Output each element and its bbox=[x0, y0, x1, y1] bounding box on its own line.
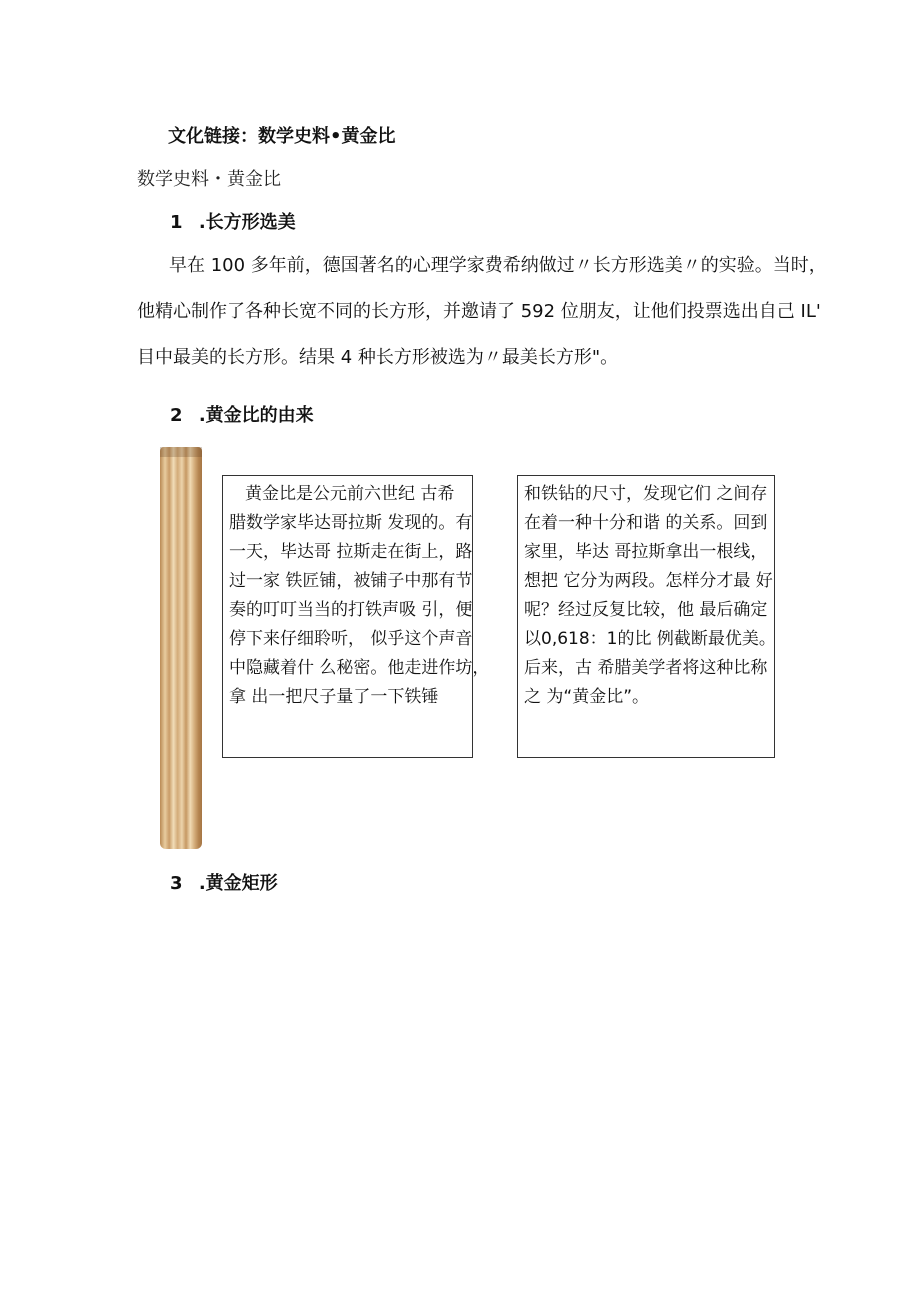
story-line: 家里，毕达 哥拉斯拿出一根线， bbox=[524, 542, 768, 562]
story-line: 过一家 铁匠铺，被铺子中那有节 bbox=[229, 571, 473, 591]
intro-line: 目中最美的长方形。结果 4 种长方形被选为〃最美长方形"。 bbox=[137, 347, 619, 368]
section-heading-1 bbox=[170, 208, 296, 234]
intro-paragraph bbox=[137, 243, 837, 381]
page-title: 文化链接：数学史料•黄金比 bbox=[168, 126, 396, 147]
story-box-left bbox=[222, 475, 490, 758]
story-line: 中隐藏着什 么秘密。他走进作坊， bbox=[229, 658, 490, 678]
bamboo-scroll-image bbox=[160, 447, 202, 849]
section-title: .长方形选美 bbox=[198, 212, 296, 233]
section-heading-2 bbox=[170, 401, 314, 427]
story-line: 在着一种十分和谐 的关系。回到 bbox=[524, 513, 768, 533]
intro-line: 他精心制作了各种长宽不同的长方形，并邀请了 592 位朋友，让他们投票选出自己 IL' bbox=[137, 301, 821, 322]
story-box-right bbox=[517, 475, 775, 758]
section-title: .黄金矩形 bbox=[198, 873, 278, 894]
section-number: 1 bbox=[170, 212, 183, 233]
story-line: 和铁钻的尺寸，发现它们 之间存 bbox=[524, 484, 768, 504]
story-line: 黄金比是公元前六世纪 古希 bbox=[245, 484, 455, 504]
story-line: 拿 出一把尺子量了一下铁锤 bbox=[229, 687, 439, 707]
story-line: 以0,618：1的比 例截断最优美。 bbox=[524, 629, 776, 649]
story-line: 奏的叮叮当当的打铁声吸 引，便 bbox=[229, 600, 473, 620]
section-number: 3 bbox=[170, 873, 183, 894]
story-line: 后来，古 希腊美学者将这种比称 bbox=[524, 658, 768, 678]
story-line: 停下来仔细聆听， 似乎这个声音 bbox=[229, 629, 473, 649]
subtitle: 数学史料・黄金比 bbox=[137, 169, 281, 190]
story-line: 呢？经过反复比较，他 最后确定 bbox=[524, 600, 768, 620]
section-number: 2 bbox=[170, 405, 183, 426]
story-line: 之 为“黄金比”。 bbox=[524, 687, 650, 707]
story-line: 腊数学家毕达哥拉斯 发现的。有 bbox=[229, 513, 473, 533]
story-line: 一天，毕达哥 拉斯走在街上，路 bbox=[229, 542, 473, 562]
section-heading-3 bbox=[170, 869, 278, 895]
story-line: 想把 它分为两段。怎样分才最 好 bbox=[524, 571, 773, 591]
section-title: .黄金比的由来 bbox=[198, 405, 314, 426]
intro-line: 早在 100 多年前，德国著名的心理学家费希纳做过〃长方形选美〃的实验。当时， bbox=[169, 255, 827, 276]
